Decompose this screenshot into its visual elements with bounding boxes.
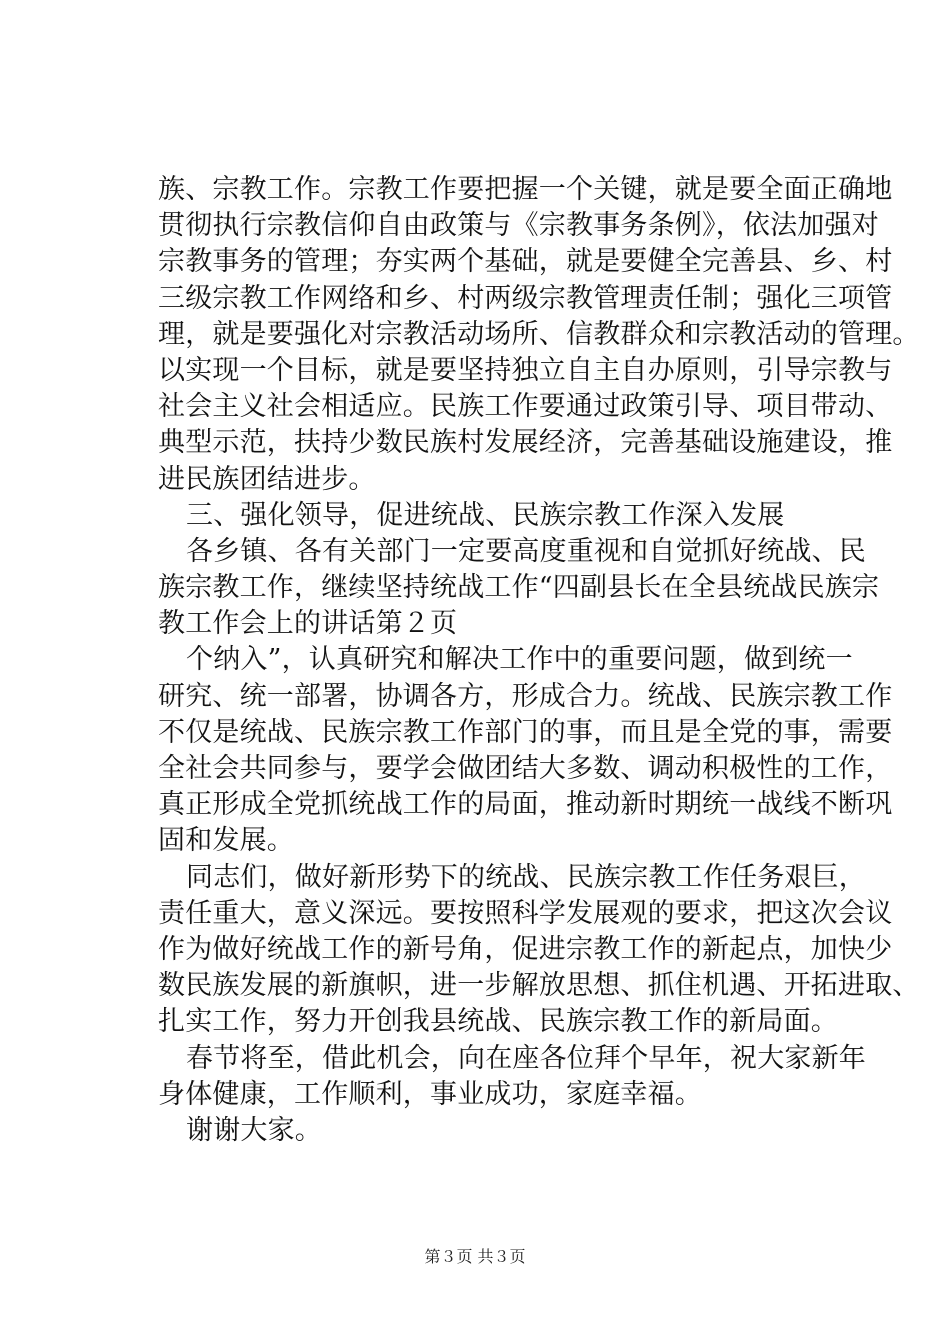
text-line: 身体健康，工作顺利，事业成功，家庭幸福。 [158,1078,702,1110]
text-line: 全社会共同参与，要学会做团结大多数、调动积极性的工作， [158,753,893,784]
text-line: 责任重大，意义深远。要按照科学发展观的要求，把这次会议 [158,897,893,929]
text-line: 扎实工作，努力开创我县统战、民族宗教工作的新局面。 [158,1006,838,1038]
text-line: 个纳入”，认真研究和解决工作中的重要问题，做到统一 [186,644,853,676]
text-line: 研究、统一部署，协调各方，形成合力。统战、民族宗教工作 [158,680,893,712]
text-line: 同志们，做好新形势下的统战、民族宗教工作任务艰巨， [186,861,866,893]
closing-line: 谢谢大家。 [186,1114,322,1146]
text-line: 春节将至，借此机会，向在座各位拜个早年，祝大家新年 [186,1042,866,1074]
text-line: 三级宗教工作网络和乡、村两级宗教管理责任制；强化三项管 [158,282,893,314]
section-heading: 三、强化领导，促进统战、民族宗教工作深入发展 [186,499,785,531]
page-footer: 第３页 共３页 [424,1247,526,1266]
text-line: 理，就是要强化对宗教活动场所、信教群众和宗教活动的管理。 [158,318,920,350]
text-line: 社会主义社会相适应。民族工作要通过政策引导、项目带动、 [158,391,893,423]
text-line: 典型示范，扶持少数民族村发展经济，完善基础设施建设，推 [158,427,893,459]
text-line: 固和发展。 [158,825,294,857]
text-line: 族宗教工作，继续坚持统战工作“四副县长在全县统战民族宗 [158,572,880,604]
text-line: 真正形成全党抓统战工作的局面，推动新时期统一战线不断巩 [158,789,893,821]
text-line: 族、宗教工作。宗教工作要把握一个关键，就是要全面正确地 [158,174,893,205]
text-line: 不仅是统战、民族宗教工作部门的事，而且是全党的事，需要 [158,716,893,748]
text-line: 宗教事务的管理；夯实两个基础，就是要健全完善县、乡、村 [158,246,893,278]
text-line: 教工作会上的讲话第２页 [158,608,458,640]
text-line: 各乡镇、各有关部门一定要高度重视和自觉抓好统战、民 [186,535,866,567]
text-line: 进民族团结进步。 [158,463,376,495]
text-line: 作为做好统战工作的新号角，促进宗教工作的新起点，加快少 [158,933,893,965]
text-line: 贯彻执行宗教信仰自由政策与《宗教事务条例》，依法加强对 [158,210,879,242]
text-line: 以实现一个目标，就是要坚持独立自主自办原则，引导宗教与 [158,354,893,386]
document-body [158,172,920,1149]
text-line: 数民族发展的新旗帜，进一步解放思想、抓住机遇、开拓进取、 [158,970,920,1002]
